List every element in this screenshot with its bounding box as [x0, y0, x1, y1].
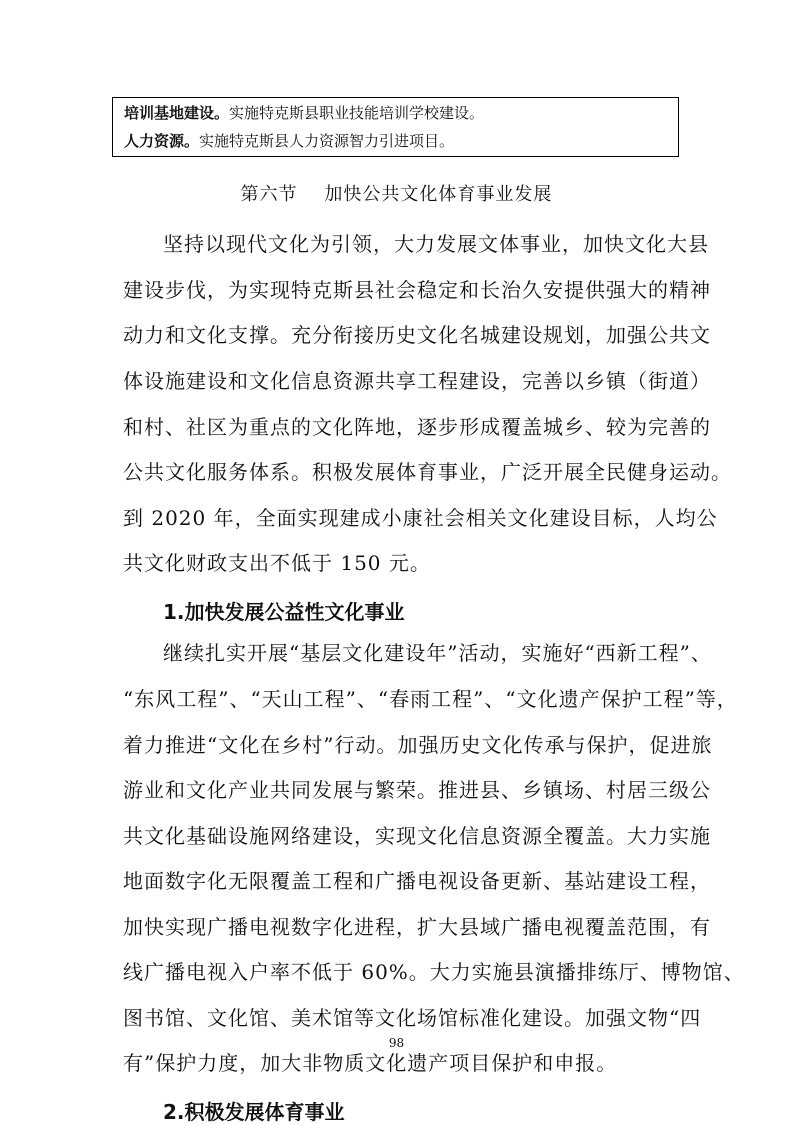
para2-line: 加快实现广播电视数字化进程，扩大县域广播电视覆盖范围，有	[123, 915, 711, 939]
para1-line: 共文化财政支出不低于 150 元。	[123, 551, 431, 575]
box-line-training	[124, 104, 484, 122]
para1-line: 坚持以现代文化为引领，大力发展文体事业，加快文化大县	[163, 232, 709, 256]
page-number: 98	[388, 1036, 405, 1050]
para2-line: 图书馆、文化馆、美术馆等文化场馆标准化建设。加强文物“四	[123, 1006, 702, 1030]
box-text-training: 实施特克斯县职业技能培训学校建设。	[229, 104, 485, 122]
para2-line: 地面数字化无限覆盖工程和广播电视设备更新、基站建设工程，	[123, 869, 711, 893]
para1-line: 到 2020 年，全面实现建成小康社会相关文化建设目标，人均公	[123, 506, 718, 530]
para2-line: “东风工程”、“天山工程”、“春雨工程”、“文化遗产保护工程”等，	[123, 687, 738, 711]
box-text-hr: 实施特克斯县人力资源智力引进项目。	[199, 132, 455, 150]
para1-line: 建设步伐，为实现特克斯县社会稳定和长治久安提供强大的精神	[123, 278, 711, 302]
heading-public-culture: 1.加快发展公益性文化事业	[163, 600, 405, 624]
section-title: 第六节 加快公共文化体育事业发展	[240, 184, 553, 205]
para1-line: 公共文化服务体系。积极发展体育事业，广泛开展全民健身运动。	[123, 460, 732, 484]
box-line-hr	[124, 132, 454, 150]
box-label-hr: 人力资源。	[124, 132, 200, 150]
para2-line: 线广播电视入户率不低于 60%。大力实施县演播排练厅、博物馆、	[123, 960, 745, 984]
para2-line: 继续扎实开展“基层文化建设年”活动，实施好“西新工程”、	[163, 641, 712, 665]
box-label-training: 培训基地建设。	[124, 104, 230, 122]
para1-line: 体设施建设和文化信息资源共享工程建设，完善以乡镇（街道）	[123, 369, 711, 393]
para1-line: 和村、社区为重点的文化阵地，逐步形成覆盖城乡、较为完善的	[123, 415, 711, 439]
para2-line: 着力推进“文化在乡村”行动。加强历史文化传承与保护，促进旅	[123, 733, 713, 757]
para2-line: 游业和文化产业共同发展与繁荣。推进县、乡镇场、村居三级公	[123, 778, 711, 802]
para2-line: 有”保护力度，加大非物质文化遗产项目保护和申报。	[123, 1051, 618, 1075]
project-box	[112, 97, 679, 157]
para2-line: 共文化基础设施网络建设，实现文化信息资源全覆盖。大力实施	[123, 824, 711, 848]
heading-sports: 2.积极发展体育事业	[163, 1100, 345, 1124]
para1-line: 动力和文化支撑。充分衔接历史文化名城建设规划，加强公共文	[123, 323, 711, 347]
